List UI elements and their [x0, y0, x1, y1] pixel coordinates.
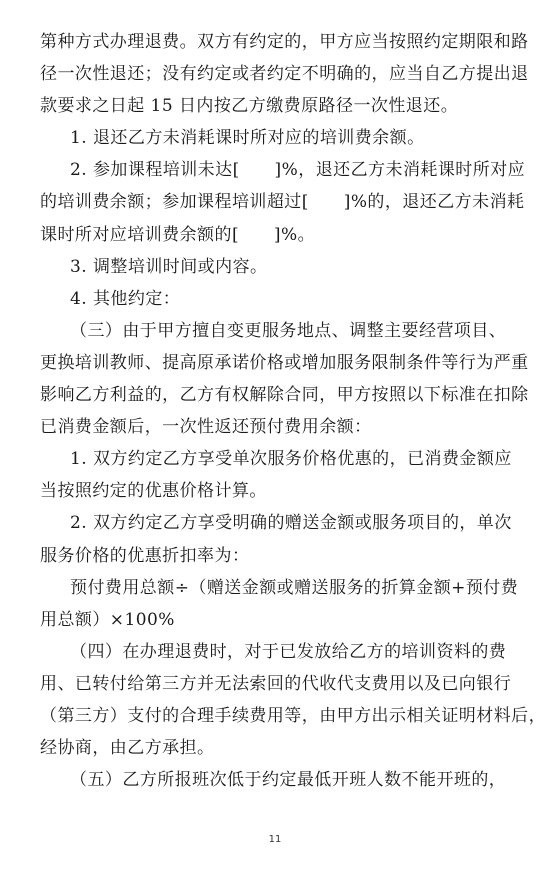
text-line: 第种方式办理退费。双方有约定的，甲方应当按照约定期限和路	[40, 32, 529, 52]
text-line: 服务价格的优惠折扣率为：	[40, 545, 250, 566]
text-line: 已消费金额后，一次性返还预付费用余额：	[40, 417, 372, 438]
text-line: 更换培训教师、提高原承诺价格或增加服务限制条件等行为严重	[40, 352, 529, 373]
text-line: 影响乙方利益的，乙方有权解除合同，甲方按照以下标准在扣除	[40, 385, 529, 406]
text-line: 课时所对应培训费余额的[ ]%。	[40, 224, 316, 245]
text-line: 3. 调整培训时间或内容。	[70, 256, 268, 277]
text-line: 的培训费余额；参加课程培训超过[ ]%的，退还乙方未消耗	[40, 192, 525, 213]
text-line: （三）由于甲方擅自变更服务地点、调整主要经营项目、	[70, 320, 507, 341]
text-line: 经协商，由乙方承担。	[40, 738, 215, 759]
text-line: （五）乙方所报班次低于约定最低开班人数不能开班的，	[70, 770, 507, 791]
text-line: 1. 退还乙方未消耗课时所对应的培训费余额。	[70, 128, 425, 149]
text-line: 款要求之日起 15 日内按乙方缴费原路径一次性退还。	[40, 96, 459, 117]
text-line: 径一次性退还；没有约定或者约定不明确的，应当自乙方提出退	[40, 64, 529, 85]
formula-line: 用总额）×100%	[40, 609, 175, 630]
text-line: 4. 其他约定：	[70, 288, 181, 309]
text-line: 1. 双方约定乙方享受单次服务价格优惠的，已消费金额应	[70, 449, 512, 470]
page-number: 11	[268, 834, 282, 845]
formula-line: 预付费用总额÷（赠送金额或赠送服务的折算金额+预付费	[70, 577, 519, 598]
document-body	[40, 26, 547, 796]
text-line: 2. 参加课程培训未达[ ]%，退还乙方未消耗课时所对应	[70, 160, 526, 181]
text-line: （第三方）支付的合理手续费用等，由甲方出示相关证明材料后，	[40, 705, 547, 726]
text-line: 当按照约定的优惠价格计算。	[40, 481, 267, 502]
text-line: 用、已转付给第三方并无法索回的代收代支费用以及已向银行	[40, 673, 512, 694]
text-line: 2. 双方约定乙方享受明确的赠送金额或服务项目的，单次	[70, 513, 512, 534]
text-line: （四）在办理退费时，对于已发放给乙方的培训资料的费	[70, 641, 507, 662]
